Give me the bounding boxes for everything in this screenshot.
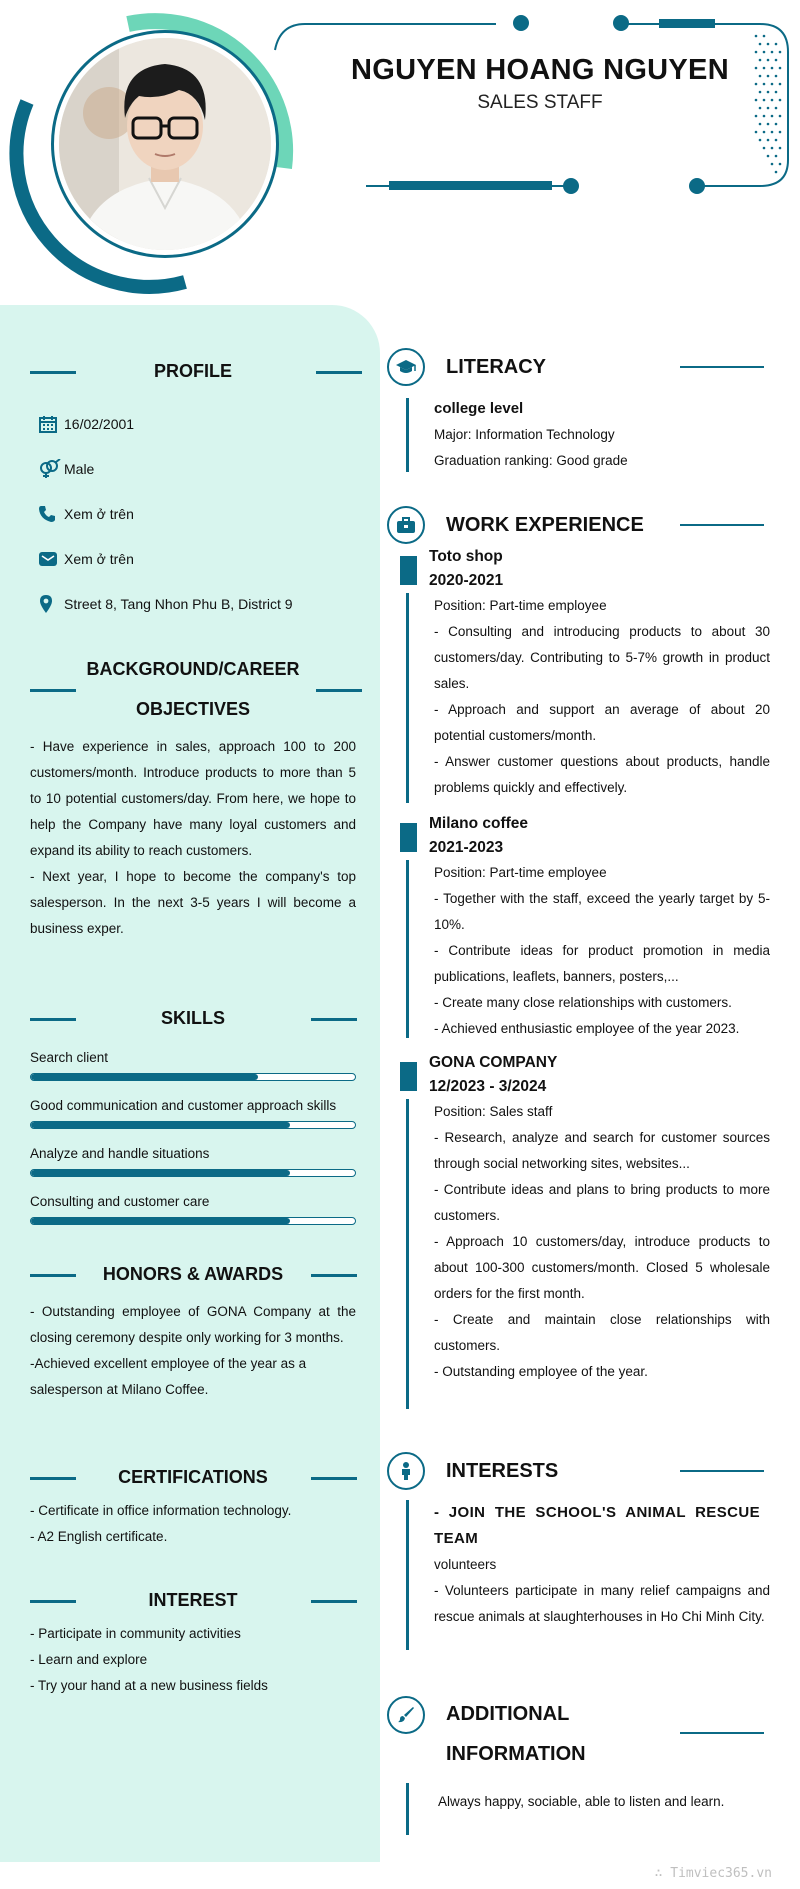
job-company: Toto shop (429, 548, 503, 565)
certifications-list (30, 1498, 360, 1550)
job-duty: - Approach 10 customers/day, introduce products to about 100-300 customers/month. Closed 5 wholesale orders for the first month. (434, 1234, 770, 1301)
skill-label: Search client (30, 1050, 109, 1065)
list-item: - Participate in community activities (30, 1626, 241, 1641)
section-divider (680, 366, 764, 368)
interest-title: INTEREST (148, 1590, 238, 1610)
job-duty: - Research, analyze and search for customer sources through social networking sites, websites... (434, 1130, 770, 1171)
interests-title: INTERESTS (446, 1460, 559, 1482)
timeline-line (406, 1500, 409, 1650)
job-duty: - Contribute ideas for product promotion in media publications, leaflets, banners, posters,... (434, 943, 770, 984)
timeline-marker (400, 823, 417, 852)
candidate-name: NGUYEN HOANG NGUYEN (351, 54, 729, 86)
job-duty: - Outstanding employee of the year. (434, 1364, 648, 1379)
job-period: 2021-2023 (429, 839, 504, 856)
education-ranking: Graduation ranking: Good grade (434, 453, 628, 468)
gender-text: Male (64, 461, 95, 477)
section-divider (680, 1732, 764, 1734)
skill-bar (30, 1217, 356, 1225)
graduation-cap-icon (387, 348, 425, 386)
honors-paragraph: - Outstanding employee of GONA Company at the closing ceremony despite only working for 3 months. (30, 1304, 356, 1345)
skill-label: Analyze and handle situations (30, 1146, 210, 1161)
objectives-title-line2: OBJECTIVES (135, 699, 251, 719)
cv-header (0, 0, 800, 305)
phone-icon (38, 503, 64, 525)
skill-label: Good communication and customer approach skills (30, 1098, 337, 1113)
job-duty: - Achieved enthusiastic employee of the year 2023. (434, 1021, 740, 1036)
skill-bar (30, 1073, 356, 1081)
job-duty: - Answer customer questions about products, handle problems quickly and effectively. (434, 754, 770, 795)
job-duty: - Together with the staff, exceed the yearly target by 5-10%. (434, 891, 770, 932)
job-duty: - Consulting and introducing products to about 30 customers/day. Contributing to 5-7% growth in product sales. (434, 624, 770, 691)
job-period: 12/2023 - 3/2024 (429, 1078, 547, 1095)
work-experience-title: WORK EXPERIENCE (446, 514, 644, 536)
interest-heading: - JOIN THE SCHOOL'S ANIMAL RESCUE TEAM (434, 1504, 760, 1547)
calendar-icon (38, 413, 64, 435)
briefcase-icon (387, 506, 425, 544)
timeline-line (406, 398, 409, 472)
section-divider (316, 371, 362, 374)
skill-fill (31, 1170, 290, 1176)
section-divider (311, 1018, 357, 1021)
address-text: Street 8, Tang Nhon Phu B, District 9 (64, 596, 293, 612)
skill-fill (31, 1074, 258, 1080)
honors-title: HONORS & AWARDS (102, 1264, 284, 1284)
section-divider (311, 1477, 357, 1480)
job-period: 2020-2021 (429, 572, 504, 589)
honors-paragraph: -Achieved excellent employee of the year as a salesperson at Milano Coffee. (30, 1356, 307, 1397)
profile-address (38, 593, 293, 615)
job-details (434, 860, 770, 1042)
section-divider (30, 689, 76, 692)
interest-description: - Volunteers participate in many relief campaigns and rescue animals at slaughterhouses in Ho Chi Minh City. (434, 1583, 770, 1624)
skill-label: Consulting and customer care (30, 1194, 210, 1209)
objectives-paragraph: - Have experience in sales, approach 100 to 200 customers/month. Introduce products to more than 5 to 10 potential customers/day. From here, we hope to help the Company have many loyal customers and expand its ability to reach customers. (30, 739, 356, 858)
location-pin-icon (38, 593, 64, 615)
objectives-paragraph: - Next year, I hope to become the company's top salesperson. In the next 3-5 years I will become a business exper. (30, 869, 356, 936)
skill-bar (30, 1121, 356, 1129)
email-text: Xem ở trên (64, 551, 134, 567)
interest-role: volunteers (434, 1557, 497, 1572)
paintbrush-icon (387, 1696, 425, 1734)
person-icon (387, 1452, 425, 1490)
interests-details (434, 1500, 770, 1630)
literacy-details (434, 396, 770, 474)
job-company: Milano coffee (429, 815, 529, 832)
profile-gender (38, 458, 94, 480)
profile-phone (38, 503, 134, 525)
education-level: college level (434, 400, 524, 417)
profile-email (38, 548, 134, 570)
additional-title-line2: INFORMATION (446, 1743, 586, 1765)
objectives-text (30, 734, 356, 942)
job-position: Position: Part-time employee (434, 598, 607, 613)
skill-fill (31, 1218, 290, 1224)
timeline-marker (400, 556, 417, 585)
section-divider (680, 524, 764, 526)
certifications-title: CERTIFICATIONS (118, 1467, 268, 1487)
dot-pattern (755, 35, 782, 174)
timeline-marker (400, 1062, 417, 1091)
phone-text: Xem ở trên (64, 506, 134, 522)
watermark: ∴ Timviec365.vn (654, 1866, 772, 1881)
section-divider (316, 689, 362, 692)
job-position: Position: Sales staff (434, 1104, 553, 1119)
skills-title: SKILLS (160, 1008, 225, 1028)
list-item: - Certificate in office information technology. (30, 1503, 292, 1518)
list-item: - Try your hand at a new business fields (30, 1678, 268, 1693)
section-divider (680, 1470, 764, 1472)
job-position: Position: Part-time employee (434, 865, 607, 880)
job-company: GONA COMPANY (429, 1054, 558, 1071)
literacy-title: LITERACY (446, 356, 546, 378)
list-item: - A2 English certificate. (30, 1529, 168, 1544)
list-item: - Learn and explore (30, 1652, 148, 1667)
job-details (434, 1099, 770, 1385)
timeline-line (406, 1099, 409, 1409)
job-details (434, 593, 770, 801)
additional-title-line1: ADDITIONAL (446, 1703, 570, 1725)
job-duty: - Approach and support an average of about 20 potential customers/month. (434, 702, 770, 743)
profile-birthdate (38, 413, 134, 435)
gender-icon (38, 458, 64, 480)
objectives-title-line1: BACKGROUND/CAREER (86, 659, 300, 679)
interest-list (30, 1621, 360, 1699)
timeline-line (406, 593, 409, 803)
job-duty: - Create and maintain close relationships with customers. (434, 1312, 770, 1353)
education-major: Major: Information Technology (434, 427, 615, 442)
section-divider (311, 1274, 357, 1277)
skill-fill (31, 1122, 290, 1128)
candidate-job-title: SALES STAFF (477, 92, 603, 113)
timeline-line (406, 1783, 409, 1835)
honors-text (30, 1299, 356, 1403)
job-duty: - Create many close relationships with customers. (434, 995, 732, 1010)
skill-bar (30, 1169, 356, 1177)
birthdate-text: 16/02/2001 (64, 416, 135, 432)
section-divider (311, 1600, 357, 1603)
profile-title: PROFILE (153, 361, 232, 381)
additional-text: Always happy, sociable, able to listen and learn. (438, 1794, 725, 1809)
job-duty: - Contribute ideas and plans to bring products to more customers. (434, 1182, 770, 1223)
profile-photo (54, 33, 276, 255)
email-icon (38, 548, 64, 570)
timeline-line (406, 860, 409, 1038)
